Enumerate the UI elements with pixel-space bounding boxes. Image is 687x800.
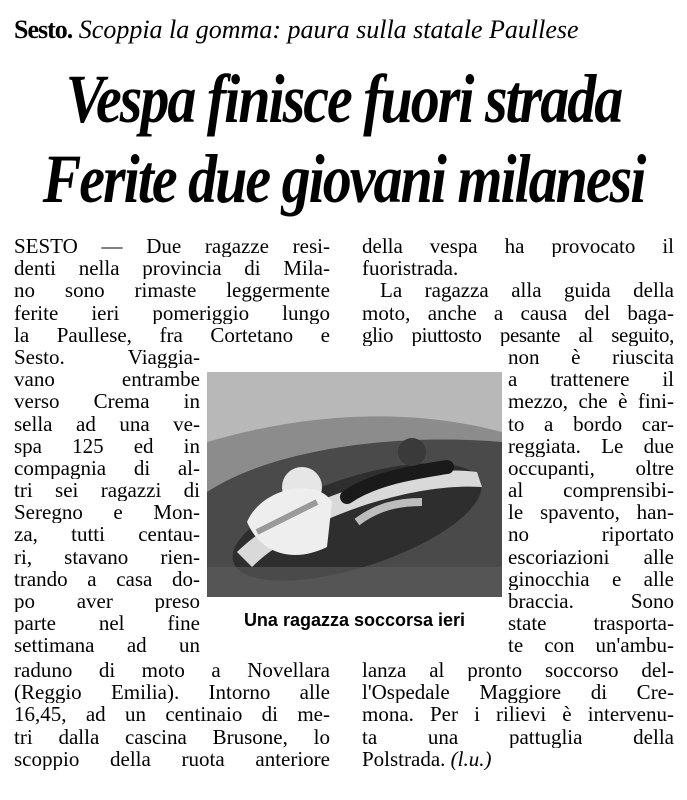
- article-line: lanza al pronto soccorso del-: [362, 659, 674, 682]
- article-line: SESTO — Due ragazze resi-: [14, 235, 330, 258]
- article-line: mezzo, che è fini-: [508, 390, 674, 413]
- article-line: ta una pattuglia della: [362, 725, 674, 748]
- byline: (l.u.): [450, 747, 492, 770]
- kicker-subtitle: Scoppia la gomma: paura sulla statale Paullese: [78, 15, 579, 44]
- article-line: ginocchia e alle: [508, 567, 674, 590]
- article-line: sella ad una ve-: [14, 412, 200, 435]
- news-photo-image: [207, 372, 502, 597]
- article-line: le spavento, han-: [508, 501, 674, 524]
- news-photo: [207, 372, 502, 597]
- article-line: ri, stavano rien-: [14, 545, 200, 568]
- article-line: occupanti, oltre: [508, 456, 674, 480]
- article-line: denti nella provincia di Mila-: [14, 257, 330, 280]
- article-line: Seregno e Mon-: [14, 501, 200, 524]
- article-line: escoriazioni alle: [508, 545, 674, 568]
- kicker-place: Sesto.: [14, 15, 73, 44]
- article-line: a trattenere il: [508, 368, 674, 391]
- article-line: La ragazza alla guida della: [380, 279, 674, 302]
- article-line: no riportato: [508, 523, 674, 546]
- article-line: raduno di moto a Novellara: [14, 659, 330, 682]
- article-line: braccia. Sono: [508, 590, 674, 613]
- article-right-wrap: [508, 346, 674, 657]
- article-line: te con un'ambu-: [508, 634, 674, 657]
- article-line: po aver preso: [14, 590, 200, 613]
- article-line: parte nel fine: [14, 612, 200, 635]
- article-line: 16,45, ad un centinaio di me-: [14, 703, 330, 726]
- article-line: non è riuscita: [508, 345, 674, 369]
- article-line: al comprensibi-: [508, 479, 674, 502]
- article-line: la Paullese, fra Cortetano e: [14, 323, 330, 346]
- article-line: (Reggio Emilia). Intorno alle: [14, 681, 330, 704]
- photo-caption: Una ragazza soccorsa ieri: [243, 610, 466, 630]
- article-line: scoppio della ruota anteriore: [14, 747, 330, 770]
- article-line: spa 125 ed in: [14, 434, 200, 457]
- article-line: reggiata. Le due: [508, 434, 674, 457]
- article-line: l'Ospedale Maggiore di Cre-: [362, 681, 674, 704]
- article-line: della vespa ha provocato il: [362, 235, 674, 258]
- article-line: verso Crema in: [14, 390, 200, 413]
- article-line: tri sei ragazzi di: [14, 479, 200, 502]
- article-final-text: Polstrada.: [362, 747, 446, 770]
- article-line: mona. Per i rilievi è intervenu-: [362, 703, 674, 726]
- article-line: za, tutti centau-: [14, 523, 200, 546]
- article-line-final: [362, 748, 674, 770]
- article-line: no sono rimaste leggermente: [14, 279, 330, 302]
- article-right-bottom: [362, 659, 674, 770]
- article-line: fuoristrada.: [362, 257, 459, 280]
- headline-line-2: Ferite due giovani milanesi: [42, 140, 645, 218]
- article-left-wrap: [14, 346, 200, 657]
- article-line: to a bordo car-: [508, 412, 674, 435]
- article-line: compagnia di al-: [14, 456, 200, 480]
- article-line: trando a casa do-: [14, 567, 200, 590]
- article-line: tri dalla cascina Brusone, lo: [14, 725, 330, 748]
- article-line: moto, anche a causa del baga-: [362, 301, 674, 324]
- article-left-bottom: [14, 659, 330, 770]
- article-line: glio piuttosto pesante al seguito,: [362, 323, 674, 346]
- headline-line-1: Vespa finisce fuori strada: [65, 60, 622, 138]
- article-line: Sesto. Viaggia-: [14, 345, 200, 369]
- article-line: ferite ieri pomeriggio lungo: [14, 301, 330, 324]
- article-line: settimana ad un: [14, 634, 200, 657]
- kicker: [14, 14, 674, 46]
- article-line: state trasporta-: [508, 612, 674, 635]
- article-line: vano entrambe: [14, 368, 200, 391]
